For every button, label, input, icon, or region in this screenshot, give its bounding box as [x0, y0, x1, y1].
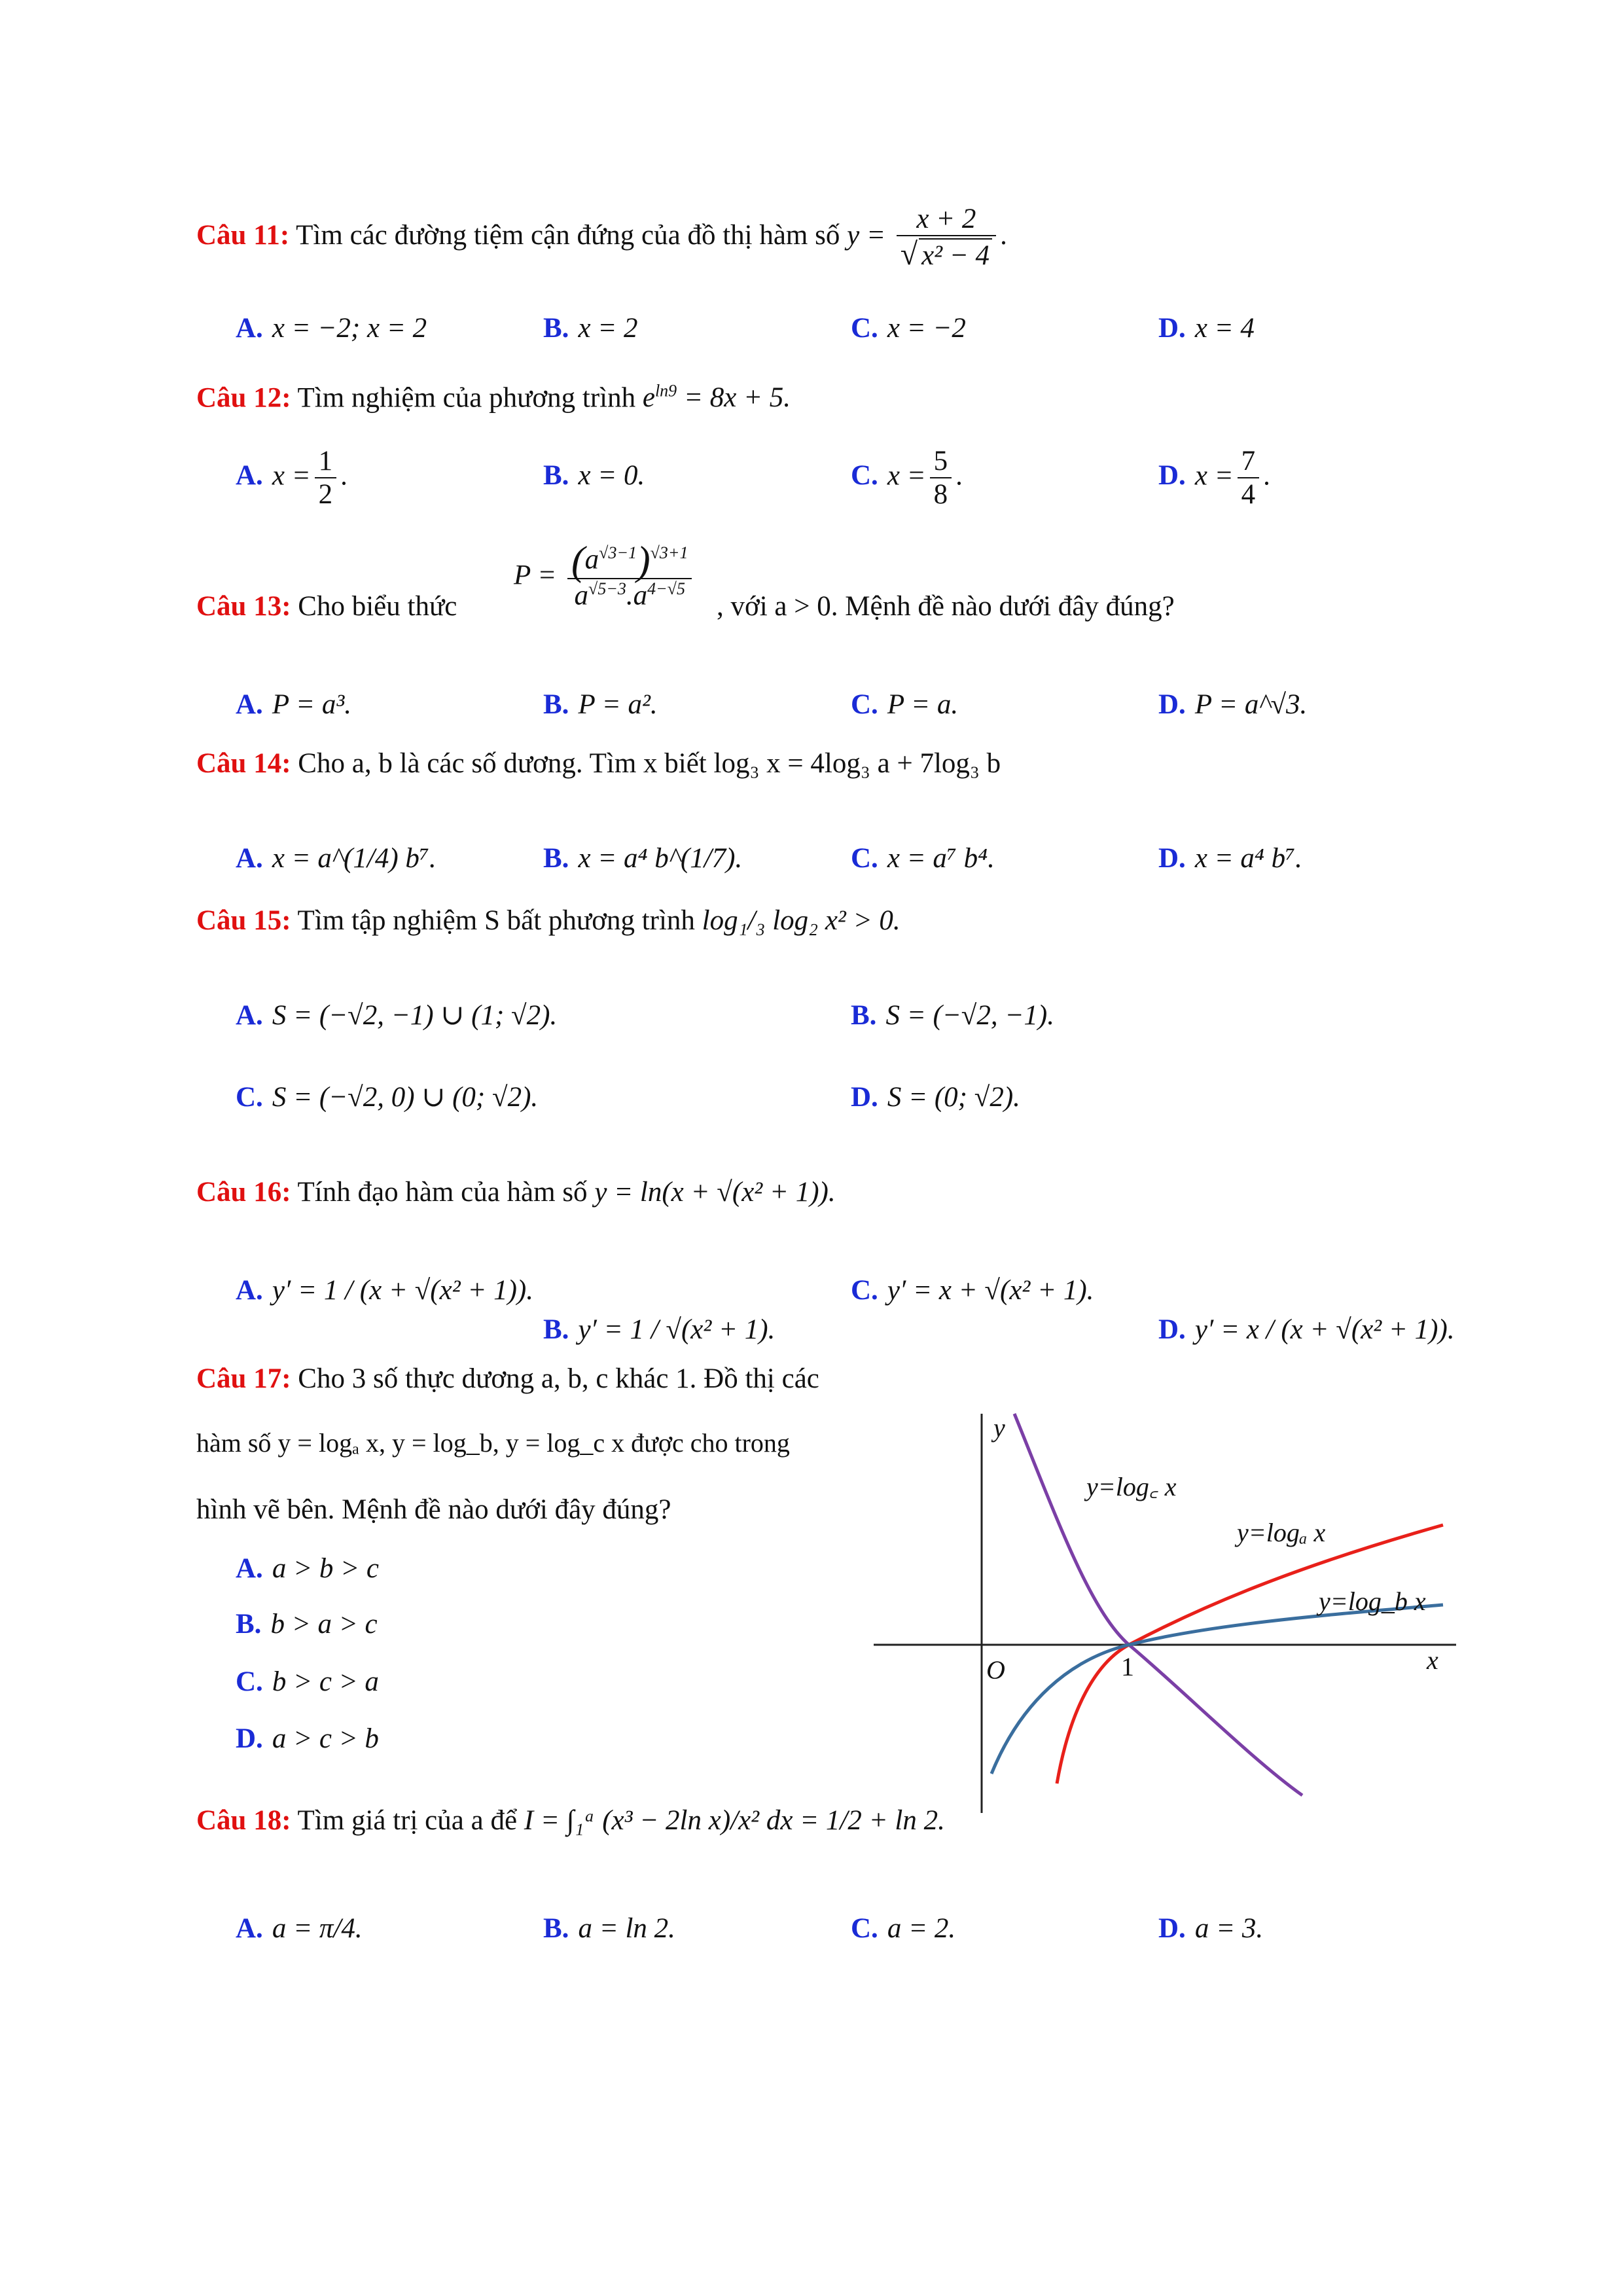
q17-option-d[interactable]: D. a > c > b: [236, 1723, 379, 1754]
question-11: Câu 11: Tìm các đường tiệm cận đứng của đồ thị hàm số y = $\frac{x + 2}{\text{√ x² − 4}}$ .: [196, 204, 1007, 272]
tick-one-label: 1: [1121, 1652, 1134, 1681]
math-lhs: y =: [847, 220, 885, 251]
question-17-line2: hàm số y = logₐ x, y = log_b, y = log_c x được cho trong: [196, 1428, 790, 1458]
q11-option-d[interactable]: D. x = 4: [1158, 313, 1255, 344]
curve-a-label: y=logₐ x: [1237, 1518, 1326, 1547]
question-14: Câu 14: Cho a, b là các số dương. Tìm x biết log₃ x = 4log₃ a + 7log₃ b: [196, 748, 1001, 779]
log-graph: [874, 1394, 1463, 1813]
curve-c-label: y=log꜀ x: [1086, 1472, 1177, 1501]
y-axis-label: y: [993, 1413, 1005, 1443]
q16-option-a[interactable]: A. y′ = 1 / (x + √(x² + 1)).: [236, 1275, 533, 1306]
fraction-denominator: √ x² − 4: [897, 236, 996, 272]
question-13: Câu 13: Cho biểu thức: [196, 591, 457, 622]
question-16: Câu 16: Tính đạo hàm của hàm số y = ln(x + √(x² + 1)).: [196, 1177, 836, 1208]
q17-option-b[interactable]: B. b > a > c: [236, 1609, 378, 1640]
x-axis-label: x: [1427, 1645, 1438, 1675]
question-12: Câu 12: Tìm nghiệm của phương trình $e^{ln9} = 8x + 5$.: [196, 382, 791, 414]
q13-option-b[interactable]: B. P = a².: [543, 689, 658, 720]
q14-option-b[interactable]: B. x = a⁴ b^(1/7).: [543, 843, 743, 874]
question-13-tail: , với a > 0. Mệnh đề nào dưới đây đúng?: [717, 591, 1175, 622]
q12-option-c[interactable]: C. x = $\frac{5}{8}$ .: [851, 446, 963, 511]
question-17: Câu 17: Cho 3 số thực dương a, b, c khác 1. Đồ thị các: [196, 1363, 819, 1394]
q14-option-d[interactable]: D. x = a⁴ b⁷.: [1158, 843, 1302, 874]
q17-option-a[interactable]: A. a > b > c: [236, 1553, 379, 1584]
q12-option-a[interactable]: A. x = $\frac{1}{2}$ .: [236, 446, 348, 511]
q16-option-c[interactable]: C. y′ = x + √(x² + 1).: [851, 1275, 1094, 1306]
equation: $e^{ln9} = 8x + 5$.: [642, 382, 791, 414]
q18-option-b[interactable]: B. a = ln 2.: [543, 1913, 675, 1944]
expression-p: P = $\frac{(a^{√3-1})^{√3+1}}{a^{√5-3}.a^{4-√5}}$: [514, 543, 696, 612]
function: y = ln(x + √(x² + 1)).: [594, 1177, 836, 1208]
q13-option-c[interactable]: C. P = a.: [851, 689, 959, 720]
q17-option-c[interactable]: C. b > c > a: [236, 1666, 379, 1697]
q13-option-a[interactable]: A. P = a³.: [236, 689, 351, 720]
question-label: Câu 11:: [196, 220, 290, 251]
q15-option-c[interactable]: C. S = (−√2, 0) ∪ (0; √2).: [236, 1082, 539, 1113]
question-15: Câu 15: Tìm tập nghiệm S bất phương trình log₁/₃ log₂ x² > 0.: [196, 905, 901, 936]
q12-option-d[interactable]: D. x = $\frac{7}{4}$ .: [1158, 446, 1270, 511]
q12-option-b[interactable]: B. x = 0.: [543, 460, 645, 491]
q18-option-c[interactable]: C. a = 2.: [851, 1913, 956, 1944]
fraction: [897, 203, 996, 273]
q11-option-b[interactable]: B. x = 2: [543, 313, 638, 344]
curve-log-b: [991, 1605, 1443, 1774]
question-text: Tìm các đường tiệm cận đứng của đồ thị hàm số: [296, 220, 840, 251]
curve-b-label: y=log_b x: [1319, 1587, 1426, 1616]
curve-log-a: [1057, 1525, 1443, 1784]
q14-option-a[interactable]: A. x = a^(1/4) b⁷.: [236, 843, 437, 874]
curve-log-c: [1014, 1414, 1302, 1795]
q18-option-a[interactable]: A. a = π/4.: [236, 1913, 363, 1944]
q15-option-b[interactable]: B. S = (−√2, −1).: [851, 1000, 1054, 1031]
integral: I = ∫₁ᵃ (x³ − 2ln x)/x² dx = 1/2 + ln 2.: [524, 1805, 945, 1836]
fraction-numerator: x + 2: [897, 203, 996, 236]
q15-option-d[interactable]: D. S = (0; √2).: [851, 1082, 1020, 1113]
q15-option-a[interactable]: A. S = (−√2, −1) ∪ (1; √2).: [236, 1000, 558, 1031]
q18-option-d[interactable]: D. a = 3.: [1158, 1913, 1264, 1944]
origin-label: O: [986, 1655, 1005, 1685]
q13-option-d[interactable]: D. P = a^√3.: [1158, 689, 1308, 720]
q16-option-d[interactable]: D. y′ = x / (x + √(x² + 1)).: [1158, 1314, 1455, 1345]
inequality: log₁/₃ log₂ x² > 0.: [702, 905, 901, 936]
question-18: Câu 18: Tìm giá trị của a để I = ∫₁ᵃ (x³ − 2ln x)/x² dx = 1/2 + ln 2.: [196, 1805, 945, 1836]
q11-option-c[interactable]: C. x = −2: [851, 313, 966, 344]
q14-option-c[interactable]: C. x = a⁷ b⁴.: [851, 843, 995, 874]
question-17-line3: hình vẽ bên. Mệnh đề nào dưới đây đúng?: [196, 1494, 671, 1525]
q11-option-a[interactable]: A. x = −2; x = 2: [236, 313, 427, 344]
q16-option-b[interactable]: B. y′ = 1 / √(x² + 1).: [543, 1314, 776, 1345]
